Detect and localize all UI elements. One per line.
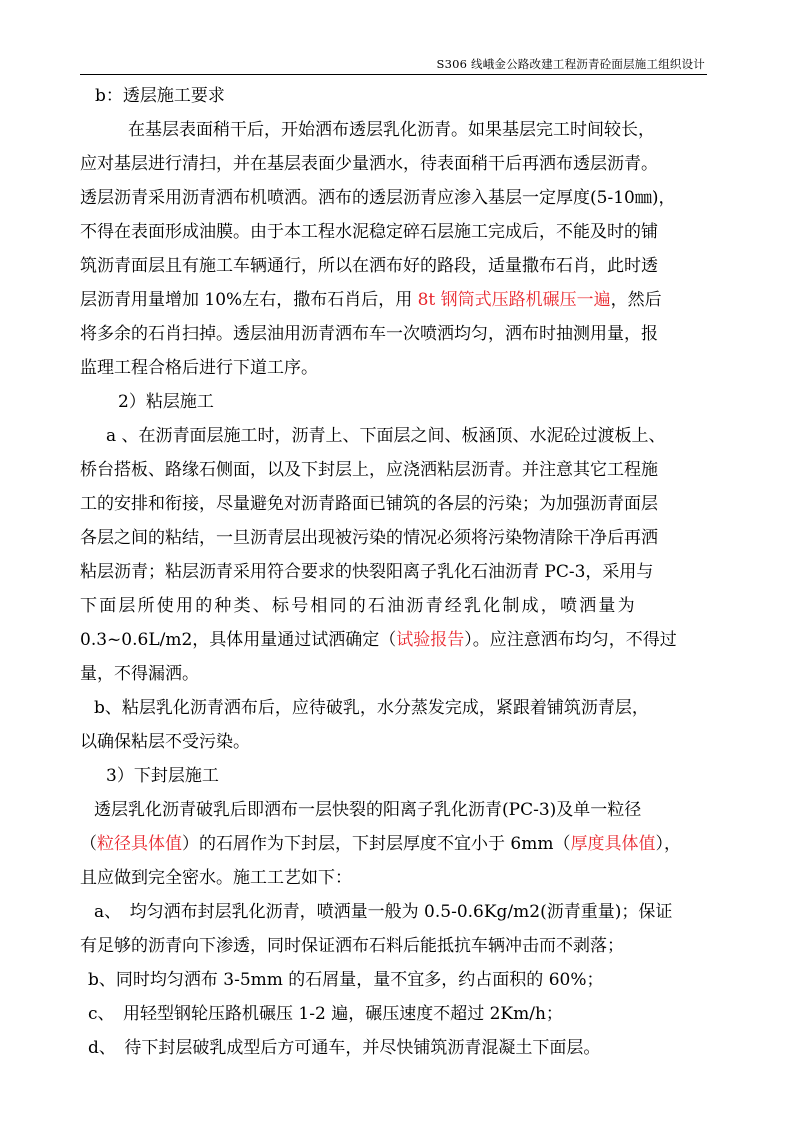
highlight-thickness: 厚度具体值 (570, 834, 656, 854)
paragraph-line: 且应做到完全密水。施工工艺如下： (80, 868, 352, 888)
highlight-roller: 8t 钢筒式压路机碾压一遍 (417, 290, 611, 310)
list-item-c: c、 用轻型钢轮压路机碾压 1-2 遍，碾压速度不超过 2Km/h； (88, 1004, 563, 1024)
highlight-grain-size: 粒径具体值 (97, 834, 182, 854)
paragraph-line: a 、在沥青面层施工时，沥青上、下面层之间、板涵顶、水泥砼过渡板上、 (106, 426, 666, 446)
paragraph-line (80, 624, 677, 656)
section-heading-b: b：透层施工要求 (95, 86, 225, 106)
paragraph-line: 有足够的沥青向下渗透，同时保证洒布石料后能抵抗车辆冲击而不剥落； (80, 936, 624, 956)
list-item-b: b、同时均匀洒布 3-5mm 的石屑量，量不宜多，约占面积的 60%； (88, 970, 604, 990)
section-heading-3: 3）下封层施工 (106, 766, 219, 786)
text-run: ）的石屑作为下封层，下封层厚度不宜小于 6mm（ (182, 834, 571, 854)
text-run: ）。应注意洒布均匀，不得过 (464, 630, 677, 650)
text-run: （ (80, 834, 97, 854)
paragraph-line: 透层沥青采用沥青洒布机喷洒。洒布的透层沥青应渗入基层一定厚度(5-10㎜)， (80, 188, 676, 208)
text-run: 层沥青用量增加 10%左右，撒布石肖后，用 (80, 290, 418, 310)
paragraph-line: 下面层所使用的种类、标号相同的石油沥青经乳化制成，喷洒量为 (80, 596, 637, 616)
page-header (80, 54, 707, 75)
paragraph-line: 粘层沥青；粘层沥青采用符合要求的快裂阳离子乳化石油沥青 PC-3，采用与 (80, 562, 654, 582)
paragraph-line: 各层之间的粘结，一旦沥青层出现被污染的情况必须将污染物清除干净后再洒 (80, 528, 658, 548)
list-item-d: d、 待下封层破乳成型后方可通车，并尽快铺筑沥青混凝土下面层。 (88, 1038, 601, 1058)
paragraph-line: 桥台搭板、路缘石侧面，以及下封层上，应浇洒粘层沥青。并注意其它工程施 (80, 460, 658, 480)
text-run: 0.3~0.6L/m2，具体用量通过试洒确定（ (80, 630, 397, 650)
paragraph-line: 筑沥青面层且有施工车辆通行，所以在洒布好的路段，适量撒布石肖，此时透 (80, 256, 658, 276)
highlight-test-report: 试验报告 (396, 630, 465, 650)
paragraph-line: 将多余的石肖扫掉。透层油用沥青洒布车一次喷洒均匀，洒布时抽测用量，报 (80, 324, 658, 344)
paragraph-line: 透层乳化沥青破乳后即洒布一层快裂的阳离子乳化沥青(PC-3)及单一粒径 (94, 800, 642, 820)
paragraph-line: 不得在表面形成油膜。由于本工程水泥稳定碎石层施工完成后，不能及时的铺 (80, 222, 658, 242)
text-run: ）， (655, 834, 681, 854)
section-heading-2: 2）粘层施工 (118, 392, 214, 412)
paragraph-line (80, 828, 681, 860)
text-run: ，然后 (610, 290, 662, 310)
paragraph-line: 监理工程合格后进行下道工序。 (80, 358, 318, 378)
paragraph-line: 应对基层进行清扫，并在基层表面少量洒水，待表面稍干后再洒布透层沥青。 (80, 154, 658, 174)
paragraph-line: 工的安排和衔接，尽量避免对沥青路面已铺筑的各层的污染；为加强沥青面层 (80, 494, 658, 514)
paragraph-line: b、粘层乳化沥青洒布后，应待破乳，水分蒸发完成，紧跟着铺筑沥青层， (94, 698, 649, 718)
list-item-a: a、 均匀洒布封层乳化沥青，喷洒量一般为 0.5-0.6Kg/m2(沥青重量)；保证 (94, 902, 673, 922)
paragraph-line: 量，不得漏洒。 (80, 664, 199, 684)
paragraph-line: 在基层表面稍干后，开始洒布透层乳化沥青。如果基层完工时间较长， (128, 120, 655, 140)
header-title: S306 线峨金公路改建工程沥青砼面层施工组织设计 (436, 57, 705, 71)
paragraph-line: 以确保粘层不受污染。 (80, 732, 250, 752)
paragraph-line (80, 284, 662, 316)
